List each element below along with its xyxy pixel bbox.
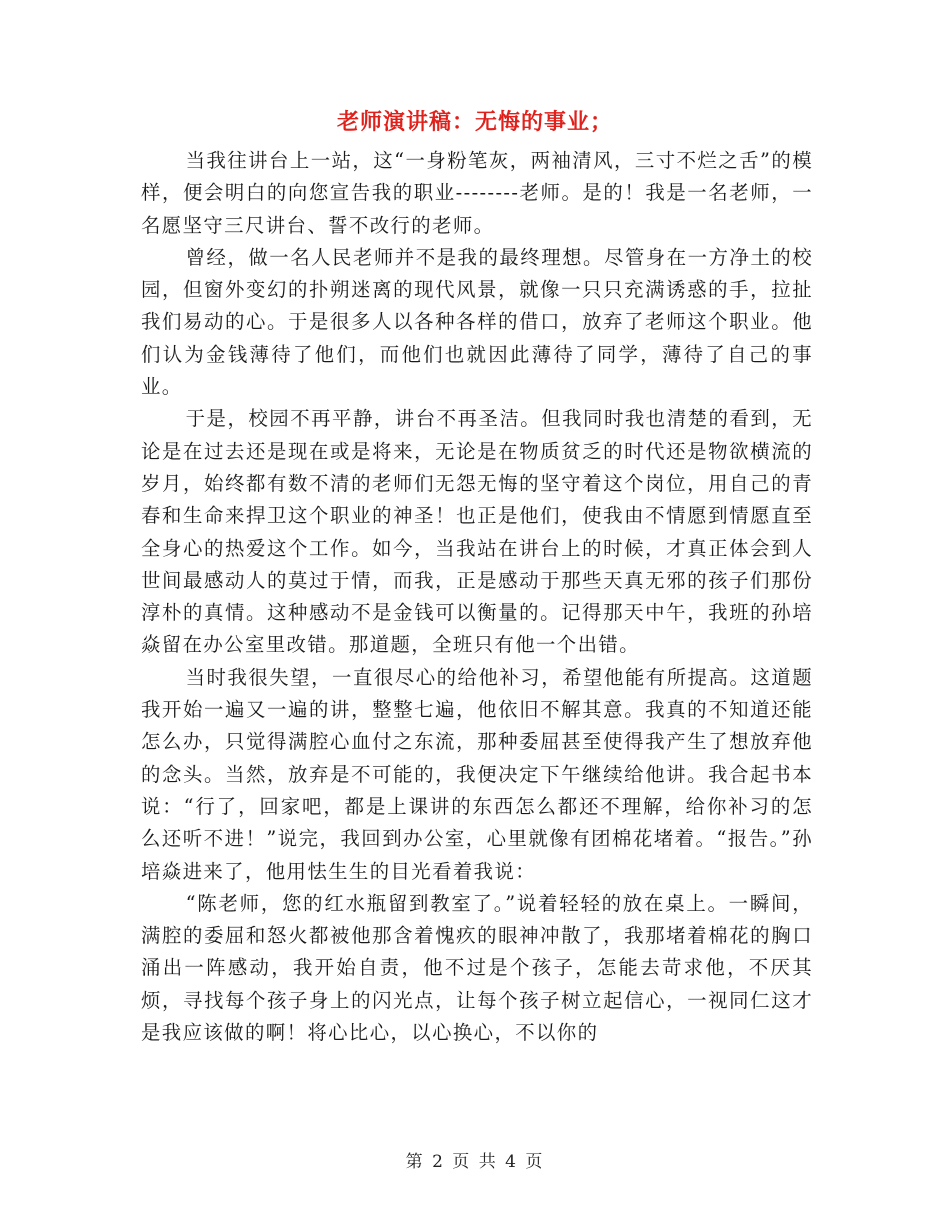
document-title: 老师演讲稿：无悔的事业； [336,109,613,135]
paragraph-4: 当时我很失望，一直很尽心的给他补习，希望他能有所提高。这道题我开始一遍又一遍的讲，整整七遍，他依旧不解其意。我真的不知道还能怎么办，只觉得满腔心血付之东流，那种委屈甚至使得我产生了想放弃他的念头。当然，放弃是不可能的，我便决定下午继续给他讲。我合起书本说：“行了，回家吧，都是上课讲的东西怎么都还不理解，给你补习的怎么还听不进！”说完，我回到办公室，心里就像有团棉花堵着。“报告。”孙培焱进来了，他用怯生生的目光看着我说： [141,665,813,883]
document-body [141,145,813,1049]
paragraph-5: “陈老师，您的红水瓶留到教室了。”说着轻轻的放在桌上。一瞬间，满腔的委屈和怒火都被他那含着愧疚的眼神冲散了，我那堵着棉花的胸口涌出一阵感动，我开始自责，他不过是个孩子，怎能去苛求他，不厌其烦，寻找每个孩子身上的闪光点，让每个孩子树立起信心，一视同仁这才是我应该做的啊！将心比心，以心换心，不以你的 [141,891,813,1045]
paragraph-1: 当我往讲台上一站，这“一身粉笔灰，两袖清风，三寸不烂之舌”的模样，便会明白的向您宣告我的职业--------老师。是的！我是一名老师，一名愿坚守三尺讲台、誓不改行的老师。 [141,149,813,237]
paragraph-2: 曾经，做一名人民老师并不是我的最终理想。尽管身在一方净土的校园，但窗外变幻的扑朔迷离的现代风景，就像一只只充满诱惑的手，拉扯我们易动的心。于是很多人以各种各样的借口，放弃了老师这个职业。他们认为金钱薄待了他们，而他们也就因此薄待了同学，薄待了自己的事业。 [141,245,813,399]
paragraph-3: 于是，校园不再平静，讲台不再圣洁。但我同时我也清楚的看到，无论是在过去还是现在或是将来，无论是在物质贫乏的时代还是物欲横流的岁月，始终都有数不清的老师们无怨无悔的坚守着这个岗位，用自己的青春和生命来捍卫这个职业的神圣！也正是他们，使我由不情愿到情愿直至全身心的热爱这个工作。如今，当我站在讲台上的时候，才真正体会到人世间最感动人的莫过于情，而我，正是感动于那些天真无邪的孩子们那份淳朴的真情。这种感动不是金钱可以衡量的。记得那天中午，我班的孙培焱留在办公室里改错。那道题，全班只有他一个出错。 [141,407,813,657]
page-footer: 第 2 页 共 4 页 [405,1152,545,1172]
